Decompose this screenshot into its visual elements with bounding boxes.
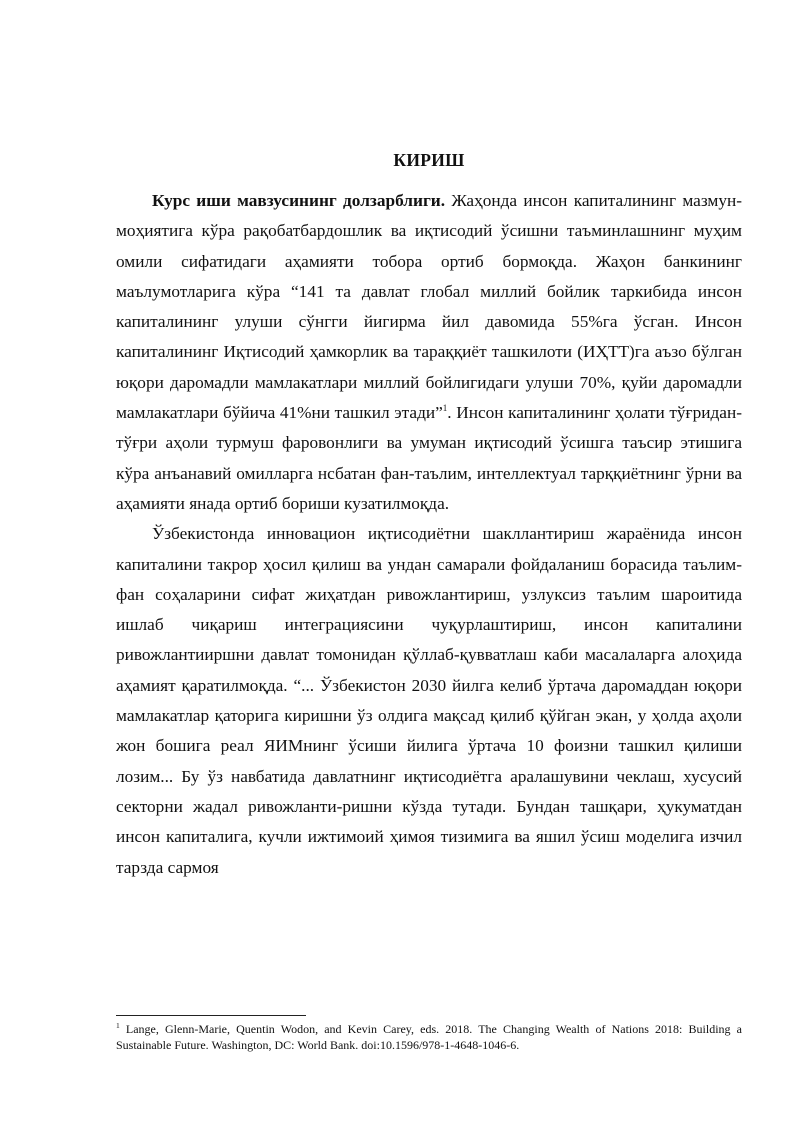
footnote [116,1022,742,1053]
footnote-mark: 1 [116,1021,120,1030]
footnote-reference[interactable]: 1 [442,403,448,414]
body-text [116,186,742,883]
paragraph-text: Жаҳонда инсон капиталининг мазмун-моҳиятига кўра рақобатбардошлик ва иқтисодий ўсишни таъминлашнинг муҳим омили сифатидаги аҳамияти тобора ортиб бормоқда. Жаҳон банкининг маълумотларига кўра “141 та давлат глобал миллий бойлик таркибида инсон капиталининг улуши сўнгги йигирма йил давомида 55%га ўсган. Инсон капиталининг Иқтисодий ҳамкорлик ва тараққиёт ташкилоти (ИҲТТ)га аъзо бўлган юқори даромадли мамлакатлари миллий бойлигидаги улуши 70%, қуйи даромадли мамлакатлари бўйича 41%ни ташкил этади” [116,191,742,423]
paragraph-uzbekistan: Ўзбекистонда инновацион иқтисодиётни шакллантириш жараёнида инсон капиталини такрор ҳосил қилиш ва ундан самарали фойдаланиш борасида таълим-фан соҳаларини сифат жиҳатдан ривожлантириш, узлуксиз таълим шароитида ишлаб чиқариш интеграциясини чуқурлаштириш, инсон капиталини ривожлантииршни давлат томонидан қўллаб-қувватлаш каби масалаларга алоҳида аҳамият қаратилмоқда. “... Ўзбекистон 2030 йилга келиб ўртача даромаддан юқори мамлакатлар қаторига киришни ўз олдига мақсад қилиб қўйган экан, у ҳолда аҳоли жон бошига реал ЯИМнинг ўсиши йилига ўртача 10 фоизни ташкил қилиши лозим... Бу ўз навбатида давлатнинг иқтисодиётга аралашувини чеклаш, хусусий секторни жадал ривожланти-ришни кўзда тутади. Бундан ташқари, ҳукуматдан инсон капиталига, кучли ижтимоий ҳимоя тизимига ва яшил ўсиш моделига изчил тарзда сармоя [116,524,742,877]
paragraph-lead-heading: Курс иши мавзусининг долзарблиги. [152,191,446,210]
page-title: КИРИШ [393,150,465,170]
footnote-divider [116,1015,306,1016]
document-page [116,0,742,1131]
paragraph-relevance [116,186,742,519]
paragraph-text-continued: . Инсон капиталининг ҳолати тўғридан-тўғри аҳоли турмуш фаровонлиги ва умуман иқтисодий ўсишга таъсир этишига кўра анъанавий омилларга нсбатан фан-таълим, интеллектуал тарққиётнинг ўрни ва аҳамияти янада ортиб бориши кузатилмоқда. [116,403,742,513]
footnote-text: Lange, Glenn-Marie, Quentin Wodon, and Kevin Carey, eds. 2018. The Changing Wealth of Nations 2018: Building a Sustainable Future. Washington, DC: World Bank. doi:10.1596/978-1-4648-1046-6. [116,1022,742,1052]
